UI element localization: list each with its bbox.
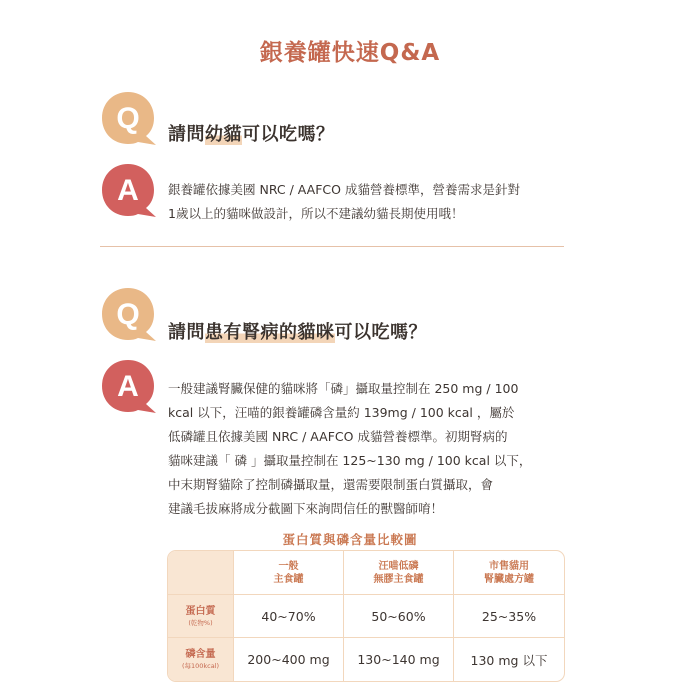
table-col-header xyxy=(234,551,344,595)
q-bubble-icon xyxy=(98,284,158,344)
table-row-header xyxy=(168,595,234,638)
answer-2 xyxy=(168,377,578,521)
table-cell: 40~70% xyxy=(234,595,344,638)
col-header-line: 一般 xyxy=(278,560,299,572)
answer-1 xyxy=(168,178,578,226)
question-suffix: 可以吃嗎？ xyxy=(334,322,427,343)
divider xyxy=(100,246,564,247)
q-badge: Q xyxy=(116,298,140,331)
answer-line: 低磷罐且依據美國 NRC / AAFCO 成貓營養標準。初期腎病的 xyxy=(168,429,508,444)
row-sublabel: (每100kcal) xyxy=(181,662,220,670)
a-bubble-icon xyxy=(98,356,158,416)
table-cell: 130~140 mg xyxy=(344,638,454,681)
question-2 xyxy=(168,318,427,344)
question-1 xyxy=(168,120,335,146)
table-cell: 50~60% xyxy=(344,595,454,638)
answer-line: 貓咪建議「 磷 」攝取量控制在 125~130 mg / 100 kcal 以下， xyxy=(168,453,532,468)
table-row-header xyxy=(168,638,234,681)
answer-line: 銀養罐依據美國 NRC / AAFCO 成貓營養標準，營養需求是針對 xyxy=(168,182,520,197)
question-suffix: 可以吃嗎？ xyxy=(242,124,335,145)
table-col-header xyxy=(344,551,454,595)
q-bubble-icon xyxy=(98,88,158,148)
col-header-line: 汪喵低磷 xyxy=(378,560,419,572)
answer-line: 1歲以上的貓咪做設計，所以不建議幼貓長期使用哦！ xyxy=(168,206,464,221)
question-highlight: 患有腎病的貓咪 xyxy=(205,322,335,343)
row-label: 磷含量 xyxy=(185,649,216,660)
a-bubble-icon xyxy=(98,160,158,220)
q-badge: Q xyxy=(116,102,140,135)
answer-line: 一般建議腎臟保健的貓咪將「磷」攝取量控制在 250 mg / 100 xyxy=(168,381,519,396)
table-title: 蛋白質與磷含量比較圖 xyxy=(282,532,418,547)
row-label: 蛋白質 xyxy=(185,605,216,617)
col-header-line: 主食罐 xyxy=(273,573,304,585)
a-badge: A xyxy=(117,174,139,207)
question-highlight: 幼貓 xyxy=(205,124,242,145)
table-corner xyxy=(168,551,234,595)
answer-line: 中末期腎貓除了控制磷攝取量，還需要限制蛋白質攝取，會 xyxy=(168,477,494,492)
question-prefix: 請問 xyxy=(168,124,205,145)
col-header-line: 無膠主食罐 xyxy=(373,573,424,585)
row-sublabel: (乾物%) xyxy=(188,618,213,627)
answer-line: kcal 以下，汪喵的銀養罐磷含量約 139mg / 100 kcal ，屬於 xyxy=(168,405,515,420)
a-badge: A xyxy=(117,370,139,403)
table-cell: 200~400 mg xyxy=(234,638,344,681)
question-prefix: 請問 xyxy=(168,322,205,343)
comparison-table xyxy=(167,550,565,682)
table-cell: 130 mg 以下 xyxy=(470,652,548,668)
page-title: 銀養罐快速Q&A xyxy=(259,40,441,66)
col-header-line: 腎臟處方罐 xyxy=(484,573,534,585)
col-header-line: 市售貓用 xyxy=(489,560,529,572)
table-cell: 25~35% xyxy=(454,595,564,638)
answer-line: 建議毛拔麻將成分截圖下來詢問信任的獸醫師唷！ xyxy=(168,501,444,516)
table-col-header xyxy=(454,551,564,595)
